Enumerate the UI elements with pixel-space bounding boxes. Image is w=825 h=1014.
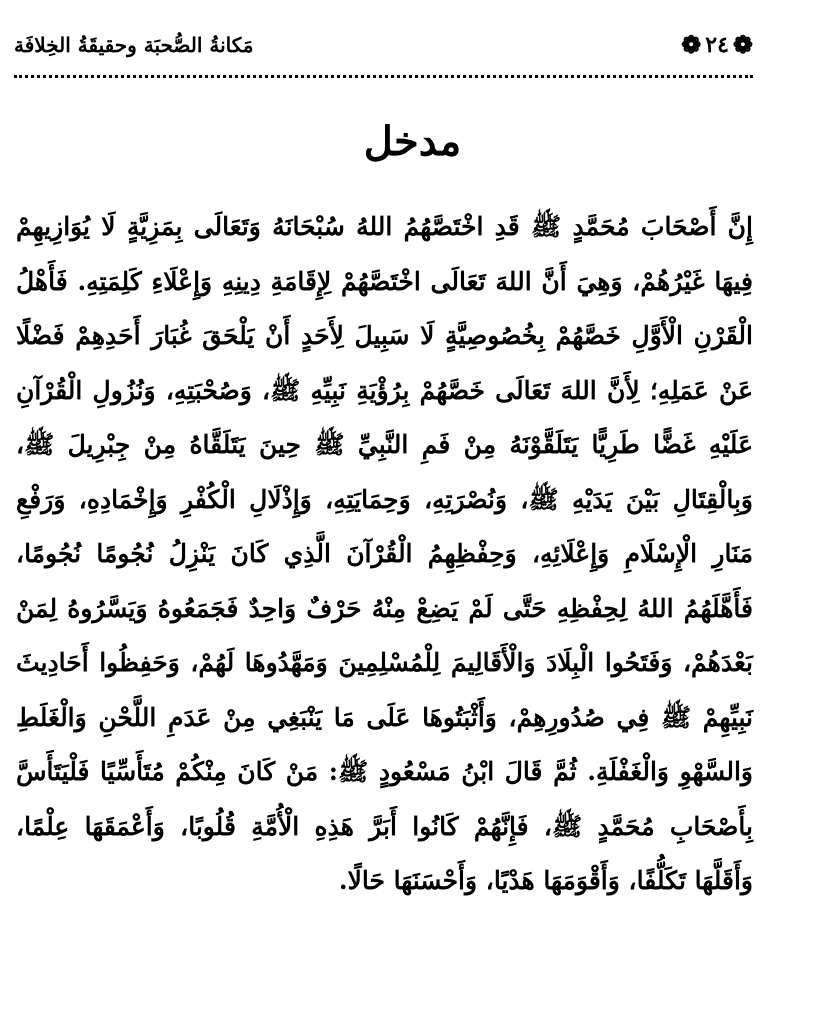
running-title: مَكانةُ الصُّحبَة وحقيقَةُ الخِلافَة: [14, 33, 254, 57]
page-number: ٢٤: [705, 32, 729, 58]
body-paragraph: إِنَّ أَصْحَابَ مُحَمَّدٍ ﷺ قَدِ اخْتَصَّهُمُ اللهُ سُبْحَانَهُ وَتَعَالَى بِمَزِيَّةٍ لَا يُوَازِيهِمْ فِيهَا غَيْرُهُمْ، وَهِيَ أَنَّ اللهَ تَعَالَى اخْتَصَّهُمْ لِإِقَامَةِ دِينِهِ وَإِعْلَاءِ كَلِمَتِهِ. فَأَهْلُ الْقَرْنِ الْأَوَّلِ خَصَّهُمْ بِخُصُوصِيَّةٍ لَا سَبِيلَ لِأَحَدٍ أَنْ يَلْحَقَ غُبَارَ أَحَدِهِمْ فَضْلًا عَنْ عَمَلِهِ؛ لِأَنَّ اللهَ تَعَالَى خَصَّهُمْ بِرُؤْيَةِ نَبِيِّهِ ﷺ، وَصُحْبَتِهِ، وَنُزُولِ الْقُرْآنِ عَلَيْهِ غَضًّا طَرِيًّا يَتَلَقَّوْنَهُ مِنْ فَمِ النَّبِيِّ ﷺ حِينَ يَتَلَقَّاهُ مِنْ جِبْرِيلَ ﷺ، وَبِالْقِتَالِ بَيْنَ يَدَيْهِ ﷺ، وَنُصْرَتِهِ، وَحِمَايَتِهِ، وَإِذْلَالِ الْكُفْرِ وَإِخْمَادِهِ، وَرَفْعِ مَنَارِ الْإِسْلَامِ وَإِعْلَائِهِ، وَحِفْظِهِمُ الْقُرْآنَ الَّذِي كَانَ يَنْزِلُ نُجُومًا نُجُومًا، فَأَهَّلَهُمُ اللهُ لِحِفْظِهِ حَتَّى لَمْ يَضِعْ مِنْهُ حَرْفٌ وَاحِدٌ فَجَمَعُوهُ وَيَسَّرُوهُ لِمَنْ بَعْدَهُمْ، وَفَتَحُوا الْبِلَادَ وَالْأَقَالِيمَ لِلْمُسْلِمِينَ وَمَهَّدُوهَا لَهُمْ، وَحَفِظُوا أَحَادِيثَ نَبِيِّهِمْ ﷺ فِي صُدُورِهِمْ، وَأَثْبَتُوهَا عَلَى مَا يَنْبَغِي مِنْ عَدَمِ اللَّحْنِ وَالْغَلَطِ وَالسَّهْوِ وَالْغَفْلَةِ. ثُمَّ قَالَ ابْنُ مَسْعُودٍ ﷺ: مَنْ كَانَ مِنْكُمْ مُتَأَسِّيًا فَلْيَتَأَسَّ بِأَصْحَابِ مُحَمَّدٍ ﷺ، فَإِنَّهُمْ كَانُوا أَبَرَّ هَذِهِ الْأُمَّةِ قُلُوبًا، وَأَعْمَقَهَا عِلْمًا، وَأَقَلَّهَا تَكَلُّفًا، وَأَقْوَمَهَا هَدْيًا، وَأَحْسَنَهَا حَالًا.: [16, 212, 753, 895]
page-number-box: [681, 32, 753, 58]
ornament-left-icon: ❁: [681, 30, 702, 59]
page-header: [14, 22, 753, 68]
section-title: مدخل: [363, 118, 462, 165]
header-divider: [14, 75, 753, 78]
ornament-right-icon: ❁: [732, 30, 753, 59]
